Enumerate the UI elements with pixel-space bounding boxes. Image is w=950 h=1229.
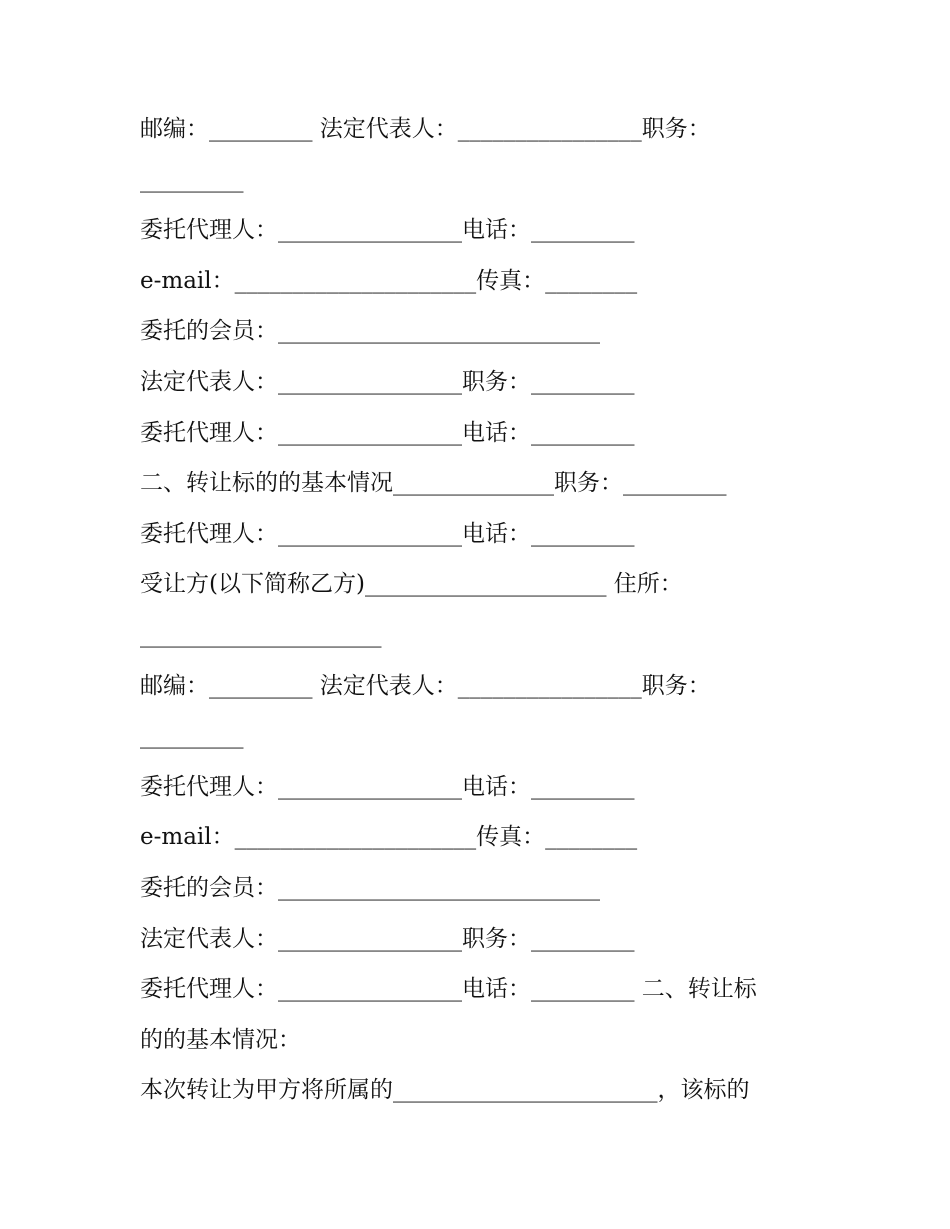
text-line: 委托代理人：________________电话：_________ (140, 773, 635, 800)
text-line: _________ (140, 166, 244, 193)
text-line: 委托的会员：____________________________ (140, 318, 600, 345)
text-line: _________ (140, 723, 244, 750)
text-line: e-mail：_____________________传真：________ (140, 267, 638, 294)
text-line: 委托代理人：________________电话：_________ (140, 520, 635, 547)
text-line: 委托的会员：____________________________ (140, 874, 600, 901)
text-line: 委托代理人：________________电话：_________ (140, 419, 635, 446)
text-line: 邮编：_________ 法定代表人：________________职务： (140, 116, 711, 142)
text-line: 邮编：_________ 法定代表人：________________职务： (140, 672, 711, 699)
text-line: e-mail：_____________________传真：________ (140, 824, 638, 851)
text-line: 二、转让标的的基本情况______________职务：_________ (140, 470, 727, 497)
text-line: _____________________ (140, 621, 382, 648)
text-line: 的的基本情况： (140, 1026, 301, 1053)
text-line: 法定代表人：________________职务：_________ (140, 368, 635, 395)
text-line: 委托代理人：________________电话：_________ (140, 217, 635, 244)
text-line: 法定代表人：________________职务：_________ (140, 925, 635, 952)
text-line: 委托代理人：________________电话：_________ 二、转让标 (140, 976, 757, 1003)
text-line: 受让方(以下简称乙方)_____________________ 住所： (140, 571, 683, 598)
document-body (140, 104, 810, 1116)
text-line: 本次转让为甲方将所属的_______________________，该标的 (140, 1077, 750, 1104)
